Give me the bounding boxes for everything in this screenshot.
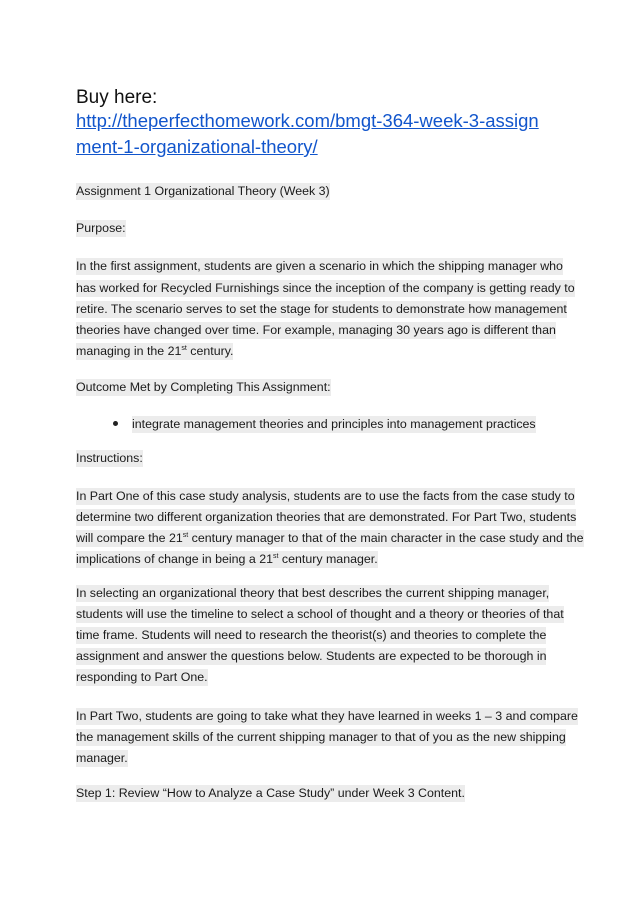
outcome-bullet-text: integrate management theories and principles into management practices [132,417,536,431]
selection-paragraph-line: In selecting an organizational theory that best describes the current shipping manager, [76,586,550,600]
purchase-link[interactable] [76,108,576,160]
part-two-line: manager. [76,751,128,765]
instructions-heading: Instructions: [76,451,143,465]
selection-paragraph-line: time frame. Students will need to research the theorist(s) and theories to complete the [76,628,547,642]
superscript: st [181,345,187,352]
part-two-line: the management skills of the current shipping manager to that of you as the new shipping [76,730,566,744]
buy-here-label: Buy here: [76,87,158,108]
purpose-line: has worked for Recycled Furnishings since the inception of the company is getting ready to [76,281,575,295]
purpose-line: In the first assignment, students are given a scenario in which the shipping manager who [76,259,563,273]
part-one-line: implications of change in being a 21st century manager. [76,552,378,566]
part-one-line: determine two different organization theories that are demonstrated. For Part Two, students [76,510,577,524]
outcome-bullet-item [113,416,536,432]
step-one-line: Step 1: Review “How to Analyze a Case Study” under Week 3 Content. [76,786,465,800]
part-two-line: In Part Two, students are going to take what they have learned in weeks 1 – 3 and compare [76,709,578,723]
selection-paragraph-line: students will use the timeline to select a school of thought and a theory or theories of that [76,607,564,621]
outcome-heading: Outcome Met by Completing This Assignment: [76,380,331,394]
purchase-link-line-2[interactable]: ment-1-organizational-theory/ [76,136,318,157]
purpose-heading: Purpose: [76,221,126,235]
selection-paragraph-line: assignment and answer the questions below. Students are expected to be thorough in [76,649,547,663]
part-one-line: will compare the 21st century manager to that of the main character in the case study and the [76,531,584,545]
superscript: st [182,532,189,539]
assignment-title: Assignment 1 Organizational Theory (Week 3) [76,184,330,198]
purpose-line: managing in the 21st century. [76,344,234,358]
bullet-icon [113,421,118,426]
part-one-line: In Part One of this case study analysis, students are to use the facts from the case study to [76,489,575,503]
purchase-link-line-1[interactable]: http://theperfecthomework.com/bmgt-364-week-3-assign [76,110,539,131]
purpose-line: retire. The scenario serves to set the stage for students to demonstrate how management [76,302,567,316]
selection-paragraph-line: responding to Part One. [76,670,208,684]
purpose-line: theories have changed over time. For example, managing 30 years ago is different than [76,323,556,337]
superscript: st [273,553,279,560]
